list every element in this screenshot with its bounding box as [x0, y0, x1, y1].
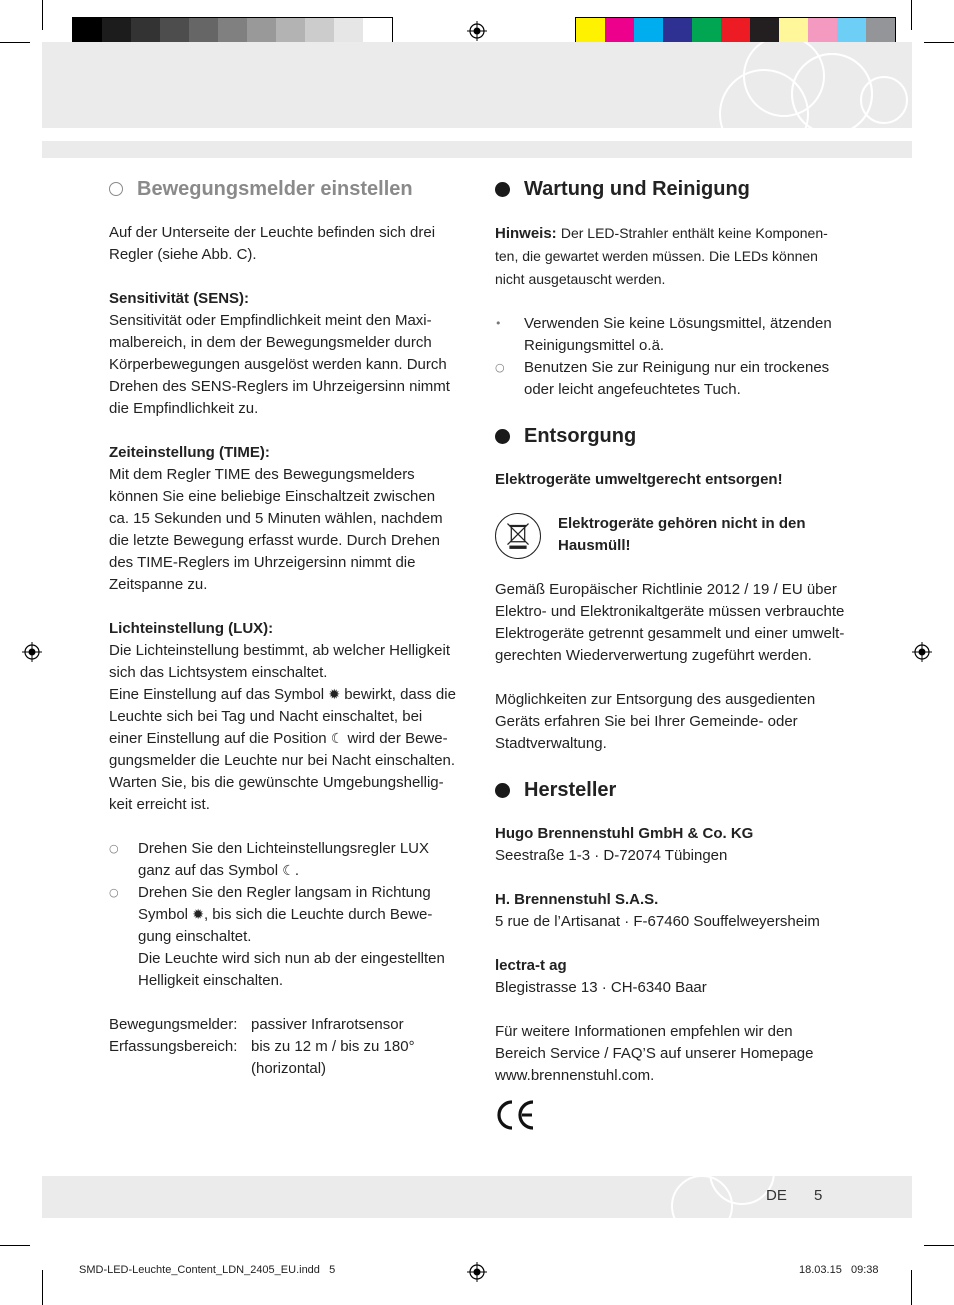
crop-mark	[911, 0, 912, 30]
circle-bullet-icon: ○	[109, 842, 119, 855]
color-swatch	[605, 18, 634, 45]
section-heading-motion-sensor: Bewegungsmelder einstellen	[109, 176, 459, 202]
slug-date: 18.03.15 09:38	[799, 1264, 879, 1276]
sens-text: Sensitivität oder Empfindlichkeit meint den Maximalbereich, in dem der Bewegungsmelder durch Körperbewegungen ausgelöst werden kann. Durch Drehen des SENS-Reglers im Uhrzeigersinn nimmt die Empfindlichkeit zu.	[109, 312, 450, 417]
slug-file: SMD-LED-Leuchte_Content_LDN_2405_EU.indd 5	[79, 1264, 336, 1276]
grey-swatch	[276, 18, 305, 45]
maker-address: 5 rue de l’Artisanat · F-67460 Souffelweyersheim	[495, 913, 820, 930]
moon-icon: ☾	[330, 731, 344, 747]
grey-swatch	[160, 18, 189, 45]
care-list	[495, 313, 845, 401]
color-swatch	[576, 18, 605, 45]
disposal-text-1: Gemäß Europäischer Richtlinie 2012 / 19 / EU über Elektro- und Elektronikaltgeräte müssen verbrauchte Elektrogeräte getrennt gesammelt und einer umweltgerechten Wiederverwertung zugeführt werden.	[495, 581, 845, 664]
crop-mark	[42, 1270, 43, 1305]
color-swatch	[808, 18, 837, 45]
grey-swatch	[102, 18, 131, 45]
maker-block	[495, 823, 845, 867]
registration-mark-icon	[22, 642, 42, 662]
maker-address: Seestraße 1-3 · D-72074 Tübingen	[495, 847, 728, 864]
grey-swatch	[131, 18, 160, 45]
dot-bullet-icon: •	[495, 317, 502, 330]
filled-bullet-icon	[495, 429, 510, 444]
maker-name: Hugo Brennenstuhl GmbH & Co. KG	[495, 825, 754, 842]
crop-mark	[0, 1245, 30, 1246]
lux-paragraph	[109, 618, 459, 816]
color-swatch	[750, 18, 779, 45]
crop-mark	[924, 1245, 954, 1246]
grey-swatch	[73, 18, 102, 45]
grey-swatch	[189, 18, 218, 45]
color-swatch	[721, 18, 750, 45]
color-swatch	[779, 18, 808, 45]
lux-text-2c: wird der Bewegungsmelder die Leuchte nur bei Nacht einschalten. Warten Sie, bis die gewünschte Umgebungshelligkeit erreicht ist.	[109, 730, 456, 813]
maker-block	[495, 889, 845, 933]
time-text: Mit dem Regler TIME des Bewegungsmelders können Sie eine beliebige Einschaltzeit zwischen ca. 15 Sekunden und 5 Minuten wählen, nachdem die letzte Bewegung erfasst wurde. Durch Drehen des TIME-Reglers im Uhrzeigersinn nimmt die Zeitspanne zu.	[109, 466, 443, 593]
color-swatch	[866, 18, 895, 45]
crossed-bin-icon	[495, 513, 541, 559]
list-item: • Verwenden Sie keine Lösungsmittel, ätzenden Reinigungsmittel o.ä.	[495, 315, 832, 354]
lux-text-2a: Eine Einstellung auf das Symbol	[109, 686, 325, 703]
crop-mark	[924, 42, 954, 43]
color-swatch	[692, 18, 721, 45]
spec-value: bis zu 12 m / bis zu 180° (horizontal)	[251, 1038, 415, 1077]
open-bullet-icon	[109, 182, 123, 196]
grey-swatch	[363, 18, 392, 45]
note-label: Hinweis:	[495, 225, 557, 242]
crop-mark	[0, 42, 30, 43]
spec-table	[109, 1014, 459, 1080]
grey-swatch	[218, 18, 247, 45]
lux-steps	[109, 838, 459, 992]
color-swatch	[837, 18, 866, 45]
color-swatch	[663, 18, 692, 45]
section-heading-manufacturer: Hersteller	[495, 777, 845, 803]
maker-address: Blegistrasse 13 · CH-6340 Baar	[495, 979, 707, 996]
weee-notice	[495, 513, 845, 559]
spec-value: passiver Infrarotsensor	[251, 1016, 404, 1033]
weee-text: Elektrogeräte gehören nicht in den Hausmüll!	[558, 515, 806, 554]
intro-text: Auf der Unterseite der Leuchte befinden sich drei Regler (siehe Abb. C).	[109, 224, 436, 263]
disposal-title: Elektrogeräte umweltgerecht entsorgen!	[495, 471, 783, 488]
page-number: 5	[814, 1187, 823, 1204]
filled-bullet-icon	[495, 182, 510, 197]
registration-mark-icon	[467, 1262, 487, 1282]
filled-bullet-icon	[495, 783, 510, 798]
registration-mark-icon	[912, 642, 932, 662]
circle-bullet-icon: ○	[109, 886, 119, 899]
color-swatch	[634, 18, 663, 45]
header-sub-band	[42, 141, 912, 158]
page-language: DE	[766, 1187, 787, 1204]
section-heading-maintenance: Wartung und Reinigung	[495, 176, 845, 202]
more-info-text: Für weitere Informationen empfehlen wir den Bereich Service / FAQ’S auf unserer Homepage www.brennenstuhl.com.	[495, 1023, 814, 1084]
disposal-text-2: Möglichkeiten zur Entsorgung des ausgedienten Geräts erfahren Sie bei Ihrer Gemeinde- oder Stadtverwaltung.	[495, 691, 816, 752]
sun-icon: ✹	[328, 687, 341, 703]
right-column	[495, 176, 845, 1138]
lux-text-2b: bewirkt, dass die Leuchte sich bei Tag und Nacht einschaltet, bei einer Einstellung auf die Position	[109, 686, 456, 747]
circle-bullet-icon: ○	[495, 361, 505, 374]
decorative-circles-icon	[42, 42, 912, 128]
time-paragraph	[109, 442, 459, 596]
lux-text-1: Die Lichteinstellung bestimmt, ab welcher Helligkeit sich das Lichtsystem einschaltet.	[109, 642, 450, 681]
grey-swatch	[334, 18, 363, 45]
crop-mark	[42, 0, 43, 30]
spec-label: Bewegungsmelder:	[109, 1016, 238, 1033]
maker-block	[495, 955, 845, 999]
sens-title: Sensitivität (SENS):	[109, 290, 250, 307]
list-item: ○ Benutzen Sie zur Reinigung nur ein trockenes oder leicht angefeuchtetes Tuch.	[495, 359, 830, 398]
crop-mark	[911, 1270, 912, 1305]
maker-name: lectra-t ag	[495, 957, 567, 974]
registration-mark-icon	[467, 21, 487, 41]
header-band	[42, 42, 912, 128]
note-text: Der LED-Strahler enthält keine Komponenten, die gewartet werden müssen. Die LEDs können nicht ausgetauscht werden.	[495, 225, 828, 287]
sens-paragraph	[109, 288, 459, 420]
grey-swatch	[305, 18, 334, 45]
lux-title: Lichteinstellung (LUX):	[109, 620, 274, 637]
maker-name: H. Brennenstuhl S.A.S.	[495, 891, 659, 908]
section-heading-disposal: Entsorgung	[495, 423, 845, 449]
note-paragraph	[495, 222, 845, 291]
moon-icon: ☾	[282, 863, 295, 879]
ce-mark-icon	[495, 1099, 537, 1131]
spec-label: Erfassungsbereich:	[109, 1038, 238, 1055]
left-column	[109, 176, 459, 1102]
list-item: ○ Drehen Sie den Lichteinstellungsregler LUX ganz auf das Symbol ☾.	[109, 840, 430, 879]
sun-icon: ✹	[192, 907, 204, 923]
list-item: ○ Drehen Sie den Regler langsam in Richtung Symbol ✹, bis sich die Leuchte durch Bewegung einschaltet. Die Leuchte wird sich nun ab der eingestellten Helligkeit einschalten.	[109, 884, 445, 989]
grey-swatch	[247, 18, 276, 45]
time-title: Zeiteinstellung (TIME):	[109, 444, 270, 461]
